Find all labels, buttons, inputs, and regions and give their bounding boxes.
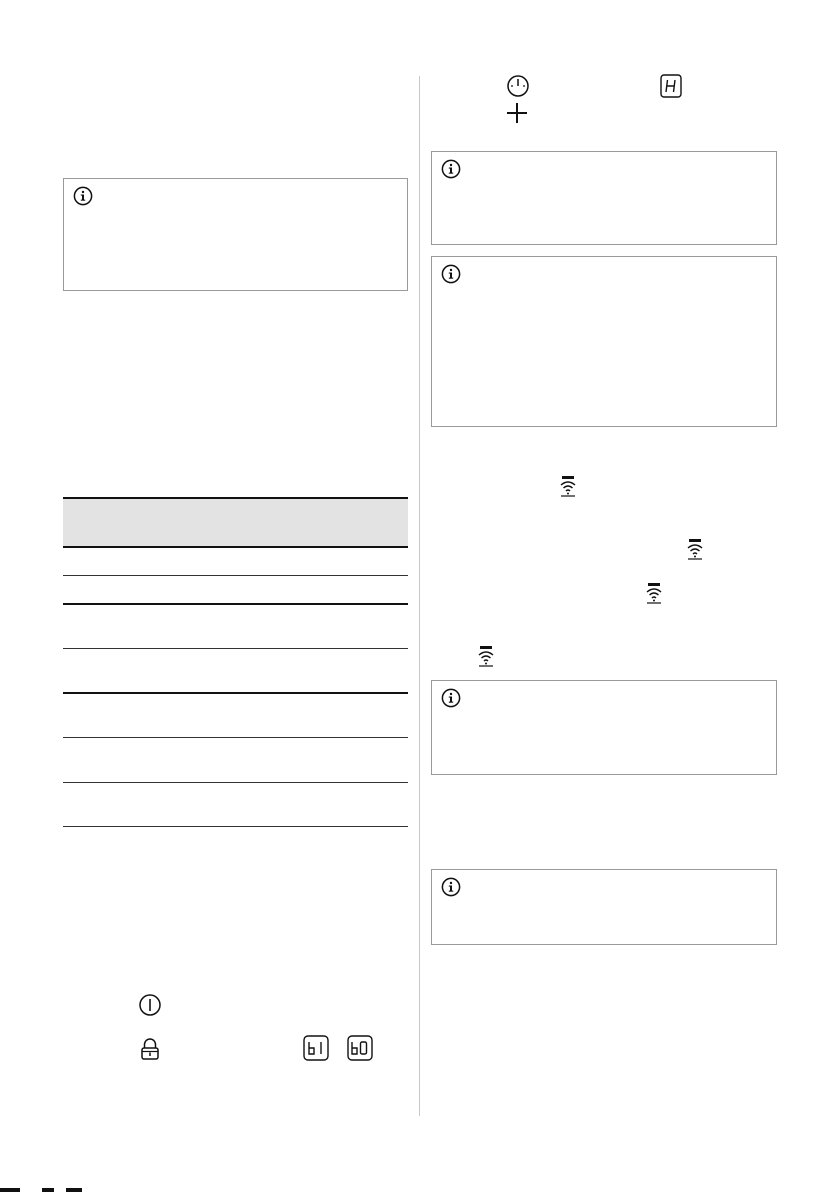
display-b0-icon: [347, 1035, 373, 1061]
info-note-box: [63, 178, 408, 291]
info-icon: [73, 186, 93, 206]
info-icon: [441, 877, 461, 897]
table-row-rule: [63, 575, 408, 576]
power-icon: [138, 993, 162, 1017]
info-icon: [441, 264, 461, 284]
page-edge-mark: [42, 1188, 54, 1192]
info-note-box: [431, 869, 777, 945]
table-header: [63, 498, 408, 546]
table-top-rule: [63, 497, 408, 499]
hob2hood-icon: [644, 582, 664, 604]
table-header-rule: [63, 546, 408, 548]
table-row-rule: [63, 692, 408, 694]
table-bottom-rule: [63, 826, 408, 827]
column-divider: [419, 76, 420, 1116]
info-note-box: [431, 680, 777, 775]
table-row-rule: [63, 603, 408, 605]
hob2hood-icon: [685, 538, 705, 560]
table-row-rule: [63, 737, 408, 738]
hob2hood-icon: [476, 645, 496, 667]
table-row-rule: [63, 648, 408, 649]
table-row-rule: [63, 782, 408, 783]
info-icon: [441, 688, 461, 708]
plus-icon: [505, 101, 529, 125]
display-h-icon: [660, 74, 682, 98]
info-note-box: [431, 151, 777, 245]
info-icon: [441, 159, 461, 179]
page-edge-mark: [66, 1188, 82, 1192]
page-edge-mark: [0, 1188, 20, 1192]
display-b1-icon: [303, 1035, 329, 1061]
timer-icon: [506, 74, 530, 98]
info-note-box: [431, 256, 777, 427]
lock-icon: [138, 1037, 162, 1061]
hob2hood-icon: [558, 475, 578, 497]
